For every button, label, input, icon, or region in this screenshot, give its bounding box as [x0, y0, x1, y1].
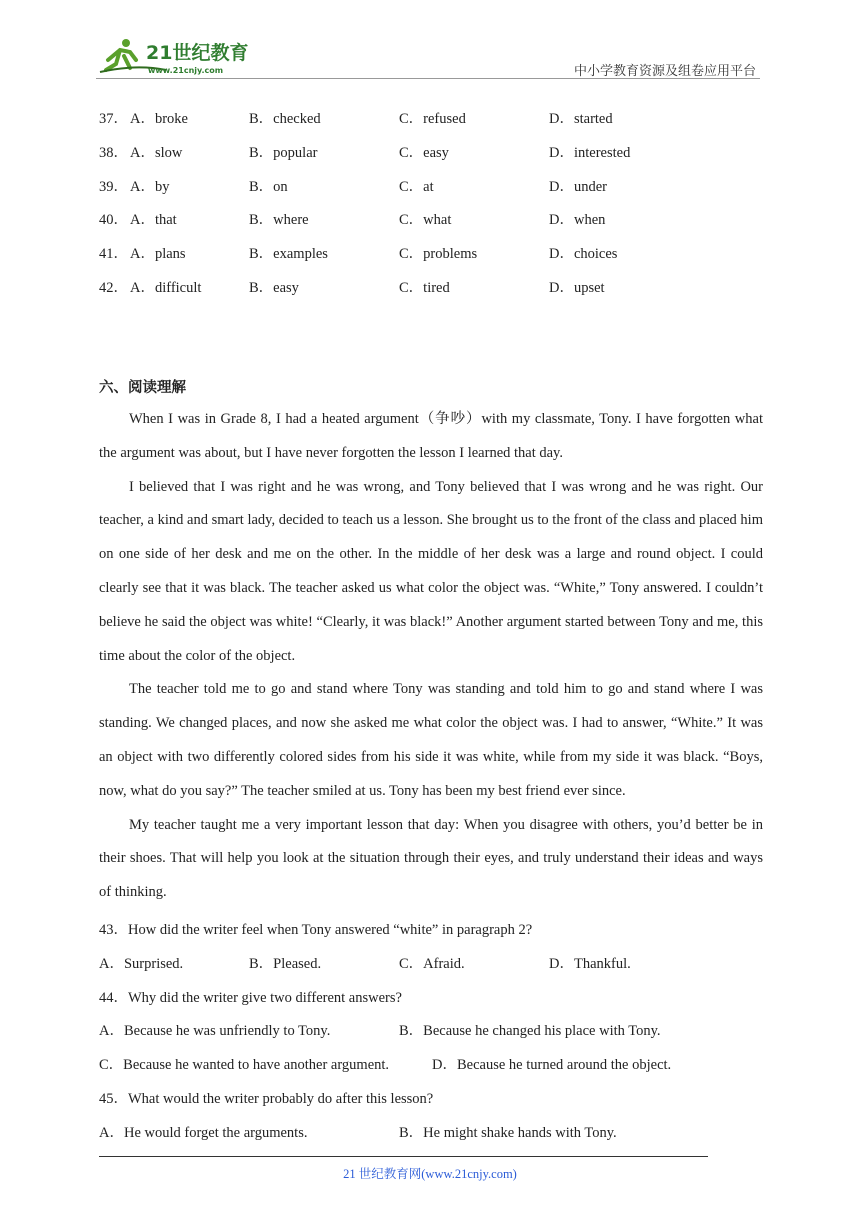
paragraph-3: The teacher told me to go and stand where Tony was standing and told him to go and stand where I was standing. We changed places, and now she asked me what color the object was. I had to answer, “White.” It was an object with two differently colored sides from his side it was white, while from my side it was black. “Boys, now, what do you say?” The teacher smiled at us. Tony has been my best friend ever since. [99, 681, 763, 799]
option-d: D．under [549, 179, 607, 195]
option-b: B．checked [249, 111, 321, 127]
option-a: A．slow [130, 145, 183, 161]
option-a: A．plans [130, 246, 186, 262]
footer-divider [99, 1156, 708, 1157]
option-c: C．Afraid. [399, 956, 465, 972]
question-number: 38． [99, 145, 128, 161]
question-number: 37． [99, 111, 128, 127]
option-a: A．Surprised. [99, 956, 184, 972]
question-number: 41． [99, 246, 128, 262]
option-d: D．started [549, 111, 613, 127]
header-divider [96, 78, 760, 79]
option-c: C．easy [399, 145, 449, 161]
option-c: C．tired [399, 280, 450, 296]
option-b: B．examples [249, 246, 328, 262]
option-d: D．Because he turned around the object. [432, 1057, 672, 1073]
option-b: B．Because he changed his place with Tony. [399, 1023, 661, 1039]
option-a: A．Because he was unfriendly to Tony. [99, 1023, 331, 1039]
paragraph-1: When I was in Grade 8, I had a heated argument（争吵）with my classmate, Tony. I have forgotten what the argument was about, but I have never forgotten the lesson I learned that day. [99, 411, 763, 461]
paragraph-4: My teacher taught me a very important lesson that day: When you disagree with others, you’d better be in their shoes. That will help you look at the situation through their eyes, and truly understand their ideas and ways of thinking. [99, 816, 763, 901]
option-d: D．interested [549, 145, 631, 161]
option-d: D．when [549, 212, 606, 228]
question-43-stem: 43．How did the writer feel when Tony answered “white” in paragraph 2? [99, 922, 533, 938]
option-d: D．upset [549, 280, 605, 296]
question-45-stem: 45．What would the writer probably do after this lesson? [99, 1091, 434, 1107]
option-a: A．by [130, 179, 170, 195]
question-number: 40． [99, 212, 128, 228]
option-a: A．difficult [130, 280, 202, 296]
runner-head-icon [122, 39, 130, 47]
paragraph-2: I believed that I was right and he was wrong, and Tony believed that I was wrong and he was right. Our teacher, a kind and smart lady, decided to teach us a lesson. She brought us to the front of the class and placed him on one side of her desk and me on the other. In the middle of her desk was a large and round object. I could clearly see that it was black. The teacher asked us what color the object was. “White,” Tony answered. I couldn’t believe he said the object was white! “Clearly, it was black!” Another argument started between Tony and me, this time about the color of the object. [99, 478, 763, 664]
question-44-stem: 44．Why did the writer give two different answers? [99, 990, 402, 1006]
option-b: B．Pleased. [249, 956, 322, 972]
logo [96, 34, 266, 78]
option-a: A．He would forget the arguments. [99, 1125, 308, 1141]
logo-text: 21世纪教育 [146, 42, 249, 64]
question-number: 42． [99, 280, 128, 296]
site-name: 中小学教育资源及组卷应用平台 [573, 63, 756, 78]
option-c: C．at [399, 179, 434, 195]
option-b: B．easy [249, 280, 299, 296]
logo-url: www.21cnjy.com [148, 66, 224, 75]
option-a: A．that [130, 212, 177, 228]
option-a: A．broke [130, 111, 188, 127]
section-title: 六、阅读理解 [99, 380, 186, 396]
option-b: B．where [249, 212, 309, 228]
option-d: D．Thankful. [549, 956, 631, 972]
option-b: B．on [249, 179, 288, 195]
option-b: B．He might shake hands with Tony. [399, 1125, 617, 1141]
question-number: 39． [99, 179, 128, 195]
option-c: C．what [399, 212, 452, 228]
page-header [96, 34, 760, 78]
option-c: C．Because he wanted to have another argument. [99, 1057, 390, 1073]
option-c: C．refused [399, 111, 466, 127]
option-b: B．popular [249, 145, 318, 161]
option-d: D．choices [549, 246, 618, 262]
option-c: C．problems [399, 246, 478, 262]
reading-passage [99, 403, 763, 910]
footer-link[interactable]: 21 世纪教育网(www.21cnjy.com) [343, 1167, 517, 1181]
